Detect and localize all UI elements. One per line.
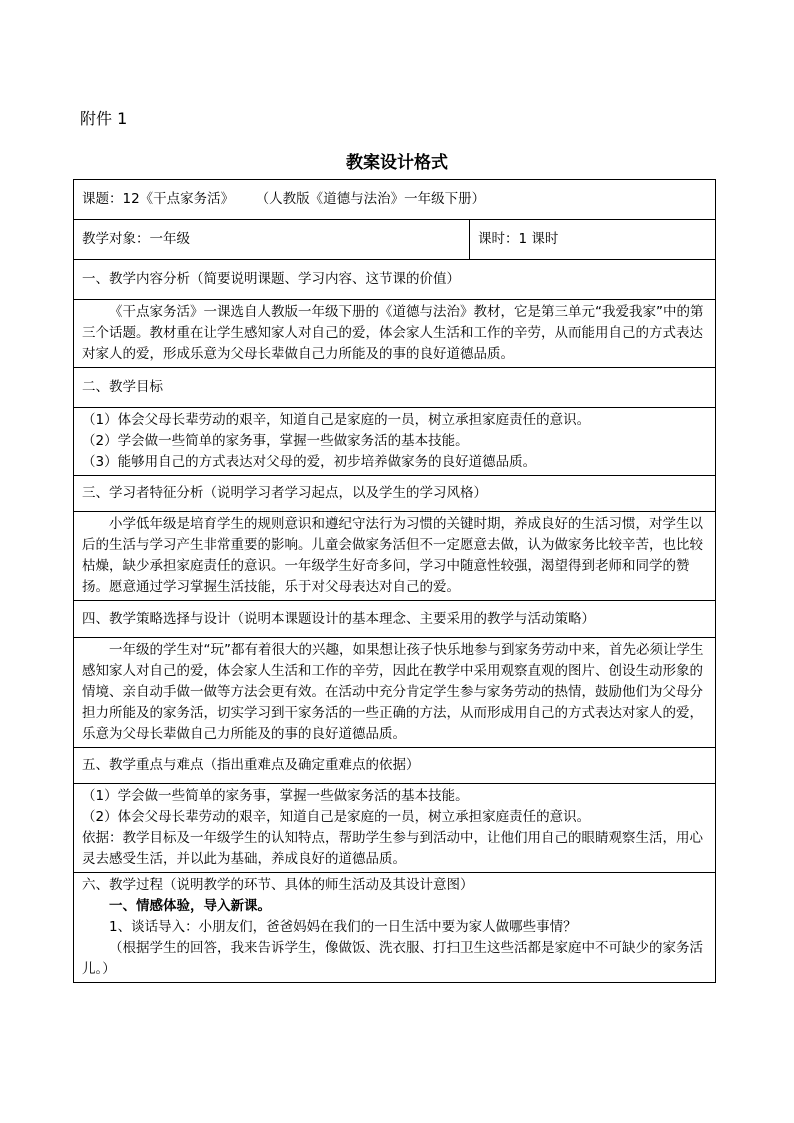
objective-item: （2）学会做一些简单的家务事，掌握一些做家务活的基本技能。 [82, 433, 469, 449]
section5-heading: 五、教学重点与难点（指出重难点及确定重难点的依据） [74, 748, 716, 784]
step-item: 1、谈话导入：小朋友们，爸爸妈妈在我们的一日生活中要为家人做哪些事情？ [109, 919, 577, 935]
section5-content-row [74, 784, 716, 873]
section2-heading: 二、教学目标 [74, 368, 716, 408]
section3-content-row [74, 512, 716, 601]
section4-content-row [74, 638, 716, 748]
section4-heading: 四、教学策略选择与设计（说明本课题设计的基本理念、主要采用的教学与活动策略） [74, 601, 716, 638]
section6-row [74, 873, 716, 983]
topic-row [74, 180, 716, 220]
section4-content: 一年级的学生对“玩”都有着很大的兴趣，如果想让孩子快乐地参与到家务劳动中来，首先必须让学生感知家人对自己的爱，体会家人生活和工作的辛劳，因此在教学中采用观察直观的图片、创设生动形象的情境、亲自动手做一做等方法会更有效。在活动中充分肯定学生参与家务劳动的热情，鼓励他们为父母分担力所能及的家务活，切实学习到干家务活的一些正确的方法，从而形成用自己的方式表达对家人的爱，乐意为父母长辈做自己力所能及的事的良好道德品质。 [82, 642, 704, 742]
document-title: 教案设计格式 [346, 153, 448, 173]
annex-label: 附件 1 [80, 109, 128, 128]
target-row [74, 220, 716, 260]
topic-cell: 课题：12《干点家务活》 （人教版《道德与法治》一年级下册） [74, 180, 716, 220]
section5-heading-row [74, 748, 716, 784]
teaching-target-cell: 教学对象：一年级 [74, 220, 470, 260]
lesson-plan-table [73, 179, 716, 983]
section1-content-row [74, 300, 716, 368]
section3-heading-row [74, 476, 716, 512]
section1-heading-row [74, 260, 716, 300]
key-point-item: （2）体会父母长辈劳动的艰辛，知道自己是家庭的一员，树立承担家庭责任的意识。 [82, 809, 591, 825]
class-hours-cell: 课时：1 课时 [470, 220, 716, 260]
section4-heading-row [74, 601, 716, 638]
section2-content-row [74, 408, 716, 476]
objective-item: （1）体会父母长辈劳动的艰辛，知道自己是家庭的一员，树立承担家庭责任的意识。 [82, 412, 591, 428]
step-note: （根据学生的回答，我来告诉学生，像做饭、洗衣服、打扫卫生这些活都是家庭中不可缺少的家务活儿。） [82, 940, 703, 977]
section3-content: 小学低年级是培育学生的规则意识和遵纪守法行为习惯的关键时期，养成良好的生活习惯，对学生以后的生活与学习产生非常重要的影响。儿童会做家务活但不一定愿意去做，认为做家务比较辛苦，也比较枯燥，缺少承担家庭责任的意识。一年级学生好奇多问，学习中随意性较强，渴望得到老师和同学的赞扬。愿意通过学习掌握生活技能，乐于对父母表达对自己的爱。 [82, 516, 703, 595]
objective-item: （3）能够用自己的方式表达对父母的爱，初步培养做家务的良好道德品质。 [82, 454, 537, 470]
section6-heading: 六、教学过程（说明教学的环节、具体的师生活动及其设计意图） [82, 877, 474, 893]
section1-content: 《干点家务活》一课选自人教版一年级下册的《道德与法治》教材，它是第三单元“我爱我家”中的第三个话题。教材重在让学生感知家人对自己的爱，体会家人生活和工作的辛劳，从而能用自己的方式表达对家人的爱，形成乐意为父母长辈做自己力所能及的事的良好道德品质。 [82, 304, 704, 362]
section1-heading: 一、教学内容分析（简要说明课题、学习内容、这节课的价值） [74, 260, 716, 300]
key-point-basis: 依据：教学目标及一年级学生的认知特点，帮助学生参与到活动中，让他们用自己的眼睛观察生活，用心灵去感受生活，并以此为基础，养成良好的道德品质。 [82, 830, 703, 867]
step-title: 一、情感体验，导入新课。 [109, 898, 271, 914]
section2-heading-row [74, 368, 716, 408]
key-point-item: （1）学会做一些简单的家务事，掌握一些做家务活的基本技能。 [82, 788, 469, 804]
section3-heading: 三、学习者特征分析（说明学习者学习起点，以及学生的学习风格） [74, 476, 716, 512]
